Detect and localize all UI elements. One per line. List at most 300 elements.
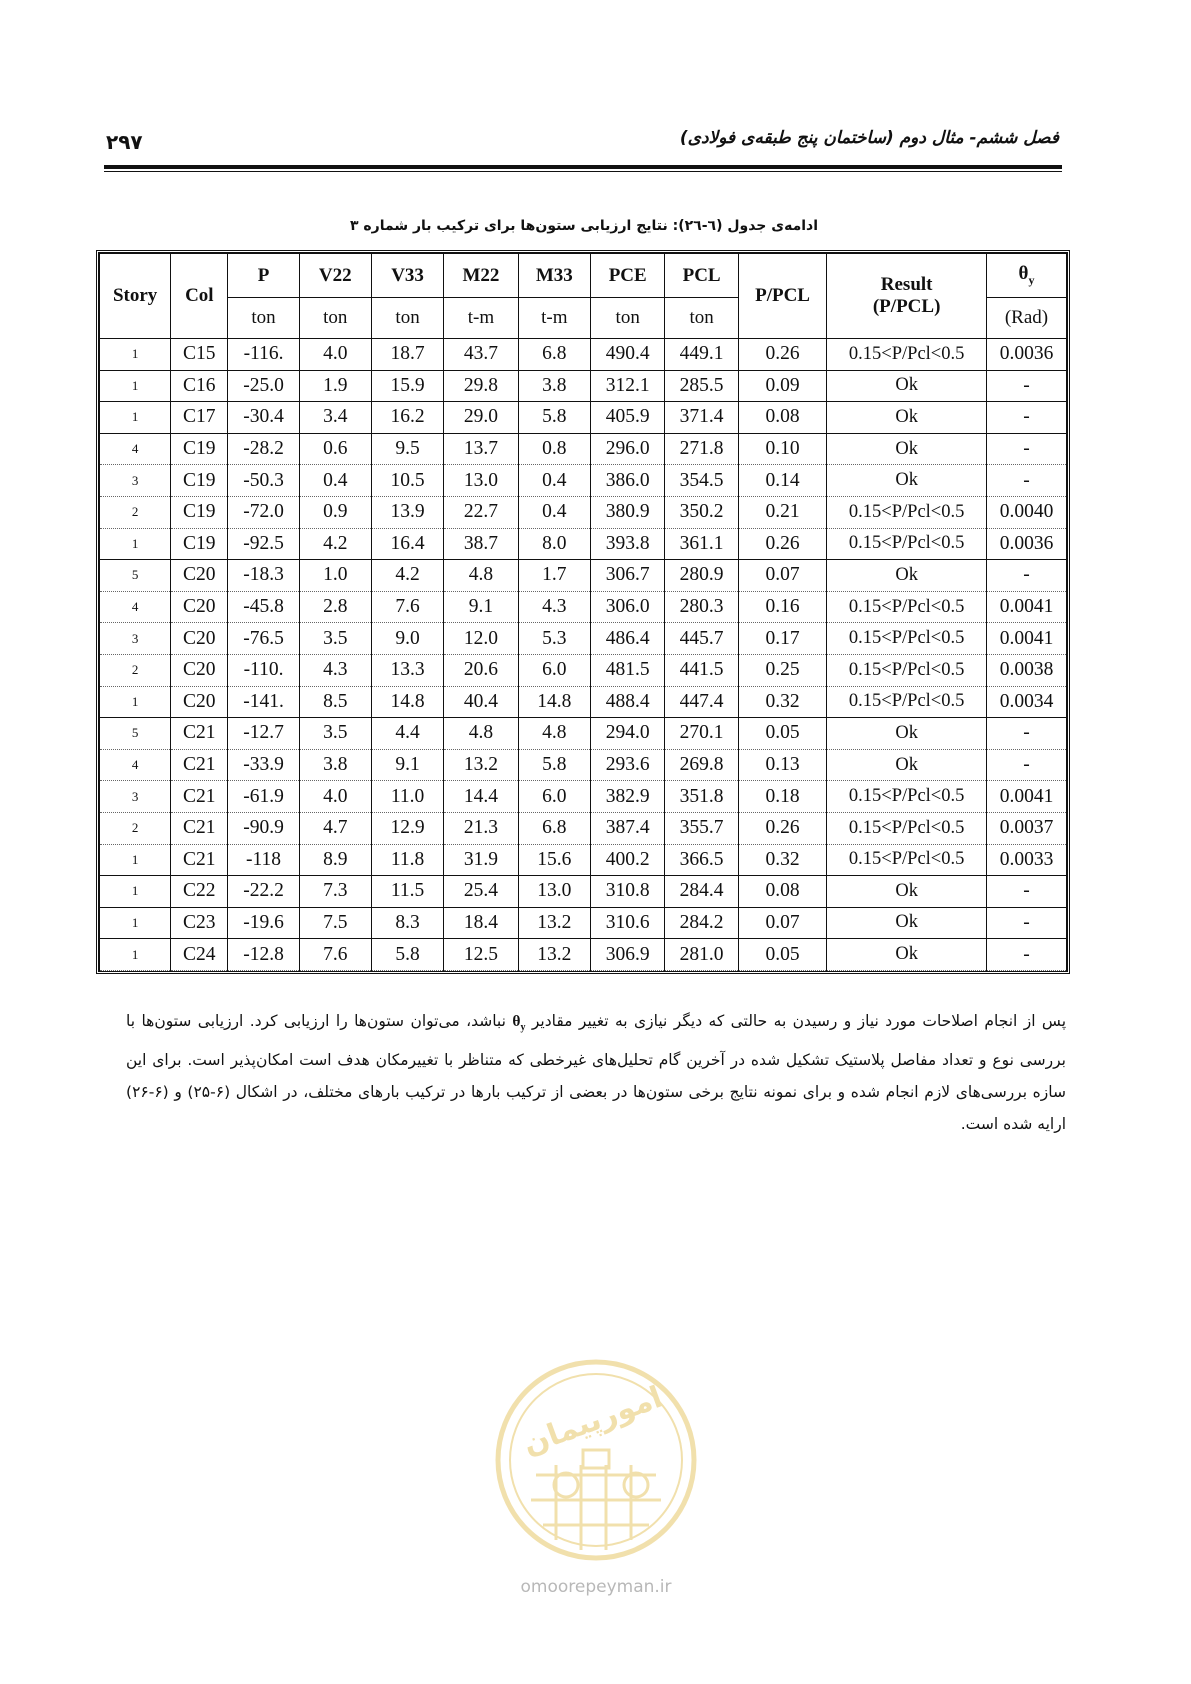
cell-pce: 306.9 <box>590 939 664 971</box>
cell-pcl: 366.5 <box>665 844 738 876</box>
cell-pcl: 447.4 <box>665 686 738 718</box>
cell-p: -28.2 <box>228 433 299 465</box>
cell-pce: 312.1 <box>590 370 664 402</box>
cell-pcl: 284.2 <box>665 907 738 939</box>
cell-v22: 0.9 <box>299 496 371 528</box>
body-paragraph <box>126 1005 1066 1140</box>
cell-pcl: 361.1 <box>665 528 738 560</box>
cell-col: C20 <box>171 560 228 592</box>
cell-result: 0.15<P/Pcl<0.5 <box>827 812 987 844</box>
cell-p: -45.8 <box>228 591 299 623</box>
cell-m33: 6.0 <box>518 654 590 686</box>
cell-v22: 1.9 <box>299 370 371 402</box>
header-theta <box>987 254 1067 298</box>
cell-result: 0.15<P/Pcl<0.5 <box>827 528 987 560</box>
table-row <box>100 528 1067 560</box>
cell-col: C21 <box>171 749 228 781</box>
cell-pce: 486.4 <box>590 623 664 655</box>
table-row <box>100 496 1067 528</box>
cell-ppcl: 0.08 <box>738 402 826 434</box>
cell-pce: 393.8 <box>590 528 664 560</box>
cell-v22: 4.2 <box>299 528 371 560</box>
cell-v33: 10.5 <box>371 465 443 497</box>
cell-ppcl: 0.25 <box>738 654 826 686</box>
cell-ppcl: 0.05 <box>738 939 826 971</box>
cell-m33: 0.4 <box>518 496 590 528</box>
cell-p: -92.5 <box>228 528 299 560</box>
table-row <box>100 718 1067 750</box>
cell-v33: 9.5 <box>371 433 443 465</box>
table-row <box>100 844 1067 876</box>
cell-ppcl: 0.08 <box>738 876 826 908</box>
cell-p: -30.4 <box>228 402 299 434</box>
cell-col: C21 <box>171 812 228 844</box>
cell-v33: 13.9 <box>371 496 443 528</box>
cell-v22: 3.8 <box>299 749 371 781</box>
cell-m22: 12.0 <box>444 623 518 655</box>
cell-theta: 0.0037 <box>987 812 1067 844</box>
cell-ppcl: 0.14 <box>738 465 826 497</box>
cell-p: -33.9 <box>228 749 299 781</box>
header-row <box>100 254 1067 298</box>
cell-v33: 11.5 <box>371 876 443 908</box>
cell-pce: 405.9 <box>590 402 664 434</box>
cell-result: 0.15<P/Pcl<0.5 <box>827 339 987 371</box>
cell-m33: 4.8 <box>518 718 590 750</box>
cell-v33: 7.6 <box>371 591 443 623</box>
cell-m22: 38.7 <box>444 528 518 560</box>
cell-pcl: 269.8 <box>665 749 738 781</box>
cell-pcl: 449.1 <box>665 339 738 371</box>
cell-v22: 3.5 <box>299 718 371 750</box>
cell-v22: 3.4 <box>299 402 371 434</box>
cell-p: -12.8 <box>228 939 299 971</box>
table-row <box>100 876 1067 908</box>
cell-pcl: 285.5 <box>665 370 738 402</box>
cell-result: Ok <box>827 465 987 497</box>
unit-m33: t-m <box>518 298 590 339</box>
cell-pce: 387.4 <box>590 812 664 844</box>
cell-col: C21 <box>171 781 228 813</box>
table-row <box>100 686 1067 718</box>
cell-story: 5 <box>100 560 171 592</box>
cell-v33: 12.9 <box>371 812 443 844</box>
cell-result: Ok <box>827 402 987 434</box>
header-result-label: Result <box>880 274 933 295</box>
cell-m33: 6.0 <box>518 781 590 813</box>
cell-m33: 4.3 <box>518 591 590 623</box>
cell-m22: 13.7 <box>444 433 518 465</box>
cell-story: 3 <box>100 781 171 813</box>
cell-result: 0.15<P/Pcl<0.5 <box>827 591 987 623</box>
cell-ppcl: 0.32 <box>738 844 826 876</box>
cell-result: 0.15<P/Pcl<0.5 <box>827 686 987 718</box>
table-row <box>100 623 1067 655</box>
cell-story: 2 <box>100 654 171 686</box>
inline-theta <box>512 1013 526 1034</box>
cell-col: C15 <box>171 339 228 371</box>
cell-v22: 0.4 <box>299 465 371 497</box>
results-table <box>96 250 1070 974</box>
cell-story: 5 <box>100 718 171 750</box>
cell-col: C21 <box>171 844 228 876</box>
cell-story: 3 <box>100 465 171 497</box>
cell-story: 2 <box>100 496 171 528</box>
cell-result: 0.15<P/Pcl<0.5 <box>827 844 987 876</box>
table-caption: ادامه‌ی جدول (٦-٢٦): نتايج ارزيابی ستون‌ها برای ترکيب بار شماره ٣ <box>349 218 819 234</box>
cell-pce: 382.9 <box>590 781 664 813</box>
cell-ppcl: 0.07 <box>738 560 826 592</box>
cell-p: -110. <box>228 654 299 686</box>
cell-v33: 9.1 <box>371 749 443 781</box>
page-number: ۲۹۷ <box>106 130 143 154</box>
table-row <box>100 339 1067 371</box>
header-m22: M22 <box>444 254 518 298</box>
inline-theta-subscript: y <box>520 1022 526 1034</box>
cell-ppcl: 0.05 <box>738 718 826 750</box>
cell-p: -12.7 <box>228 718 299 750</box>
cell-p: -76.5 <box>228 623 299 655</box>
cell-pce: 481.5 <box>590 654 664 686</box>
cell-story: 1 <box>100 844 171 876</box>
body-text-rest: نباشد، می‌توان ستون‌ها را ارزیابی کرد. ارزیابی ستون‌ها با بررسی نوع و تعداد مفاصل پلاستیک تشکیل شده در آخرین گام تحلیل‌های غیرخطی که متناظر با تغییرمکان هدف است امکان‌پذیر است. برای این سازه بررسی‌های لازم انجام شده و برای نمونه نتایج برخی ستون‌ها در بعضی از ترکیب بارها در ترکیب بارهای مختلف، در اشکال (۶-۲۵) و (۶-۲۶) ارایه شده است. <box>126 1012 1066 1134</box>
cell-story: 4 <box>100 433 171 465</box>
cell-v33: 18.7 <box>371 339 443 371</box>
table-row <box>100 370 1067 402</box>
cell-v33: 16.4 <box>371 528 443 560</box>
cell-col: C19 <box>171 465 228 497</box>
table-row <box>100 591 1067 623</box>
chapter-title: فصل ششم- مثال دوم (ساختمان پنج طبقه‌ی فولادی) <box>679 128 1059 148</box>
cell-m33: 8.0 <box>518 528 590 560</box>
cell-pcl: 351.8 <box>665 781 738 813</box>
cell-m22: 4.8 <box>444 560 518 592</box>
cell-ppcl: 0.10 <box>738 433 826 465</box>
cell-v22: 3.5 <box>299 623 371 655</box>
table-row <box>100 939 1067 971</box>
cell-m33: 13.2 <box>518 939 590 971</box>
cell-theta: - <box>987 402 1067 434</box>
cell-story: 1 <box>100 686 171 718</box>
cell-theta: 0.0036 <box>987 528 1067 560</box>
cell-col: C20 <box>171 654 228 686</box>
cell-ppcl: 0.07 <box>738 907 826 939</box>
cell-m22: 13.0 <box>444 465 518 497</box>
cell-theta: - <box>987 433 1067 465</box>
cell-story: 1 <box>100 339 171 371</box>
cell-pcl: 441.5 <box>665 654 738 686</box>
cell-theta: - <box>987 560 1067 592</box>
body-text-start: پس از انجام اصلاحات مورد نیاز و رسیدن به حالتی که دیگر نیازی به تغییر مقادیر <box>525 1012 1067 1030</box>
cell-ppcl: 0.26 <box>738 339 826 371</box>
cell-story: 2 <box>100 812 171 844</box>
cell-v33: 8.3 <box>371 907 443 939</box>
cell-m22: 20.6 <box>444 654 518 686</box>
cell-col: C21 <box>171 718 228 750</box>
cell-m22: 31.9 <box>444 844 518 876</box>
unit-theta: (Rad) <box>987 298 1067 339</box>
cell-story: 1 <box>100 528 171 560</box>
cell-m33: 15.6 <box>518 844 590 876</box>
cell-m33: 0.8 <box>518 433 590 465</box>
cell-col: C19 <box>171 496 228 528</box>
cell-v22: 8.5 <box>299 686 371 718</box>
header-v33: V33 <box>371 254 443 298</box>
cell-pcl: 284.4 <box>665 876 738 908</box>
header-rule-thin <box>104 171 1062 172</box>
cell-col: C23 <box>171 907 228 939</box>
table-row <box>100 907 1067 939</box>
cell-p: -72.0 <box>228 496 299 528</box>
inline-theta-symbol: θ <box>512 1013 521 1030</box>
cell-story: 1 <box>100 370 171 402</box>
cell-col: C16 <box>171 370 228 402</box>
cell-story: 3 <box>100 623 171 655</box>
cell-m33: 14.8 <box>518 686 590 718</box>
table-row <box>100 560 1067 592</box>
cell-story: 1 <box>100 939 171 971</box>
cell-m22: 29.0 <box>444 402 518 434</box>
cell-theta: 0.0041 <box>987 591 1067 623</box>
cell-m22: 18.4 <box>444 907 518 939</box>
cell-v22: 4.3 <box>299 654 371 686</box>
cell-pcl: 280.3 <box>665 591 738 623</box>
cell-theta: 0.0041 <box>987 623 1067 655</box>
cell-m33: 5.3 <box>518 623 590 655</box>
cell-v22: 4.7 <box>299 812 371 844</box>
cell-pcl: 280.9 <box>665 560 738 592</box>
cell-ppcl: 0.16 <box>738 591 826 623</box>
cell-ppcl: 0.18 <box>738 781 826 813</box>
cell-pce: 296.0 <box>590 433 664 465</box>
cell-m22: 12.5 <box>444 939 518 971</box>
table-row <box>100 781 1067 813</box>
table-body <box>100 339 1067 971</box>
cell-ppcl: 0.09 <box>738 370 826 402</box>
cell-m33: 6.8 <box>518 812 590 844</box>
cell-theta: - <box>987 370 1067 402</box>
header-v22: V22 <box>299 254 371 298</box>
cell-ppcl: 0.26 <box>738 812 826 844</box>
cell-m22: 21.3 <box>444 812 518 844</box>
cell-pcl: 271.8 <box>665 433 738 465</box>
cell-pce: 310.6 <box>590 907 664 939</box>
cell-v22: 7.5 <box>299 907 371 939</box>
cell-v33: 4.4 <box>371 718 443 750</box>
cell-m33: 5.8 <box>518 402 590 434</box>
header-pcl: PCL <box>665 254 738 298</box>
table-row <box>100 433 1067 465</box>
cell-result: 0.15<P/Pcl<0.5 <box>827 781 987 813</box>
cell-theta: - <box>987 749 1067 781</box>
cell-v33: 13.3 <box>371 654 443 686</box>
cell-v22: 1.0 <box>299 560 371 592</box>
cell-story: 4 <box>100 591 171 623</box>
header-pce: PCE <box>590 254 664 298</box>
cell-theta: - <box>987 876 1067 908</box>
cell-col: C19 <box>171 433 228 465</box>
cell-p: -90.9 <box>228 812 299 844</box>
cell-story: 1 <box>100 907 171 939</box>
cell-v33: 4.2 <box>371 560 443 592</box>
cell-pce: 294.0 <box>590 718 664 750</box>
cell-m33: 13.2 <box>518 907 590 939</box>
cell-p: -141. <box>228 686 299 718</box>
cell-theta: - <box>987 907 1067 939</box>
cell-p: -50.3 <box>228 465 299 497</box>
cell-m22: 29.8 <box>444 370 518 402</box>
cell-pce: 306.0 <box>590 591 664 623</box>
cell-pce: 306.7 <box>590 560 664 592</box>
cell-result: Ok <box>827 718 987 750</box>
cell-result: Ok <box>827 370 987 402</box>
cell-m22: 9.1 <box>444 591 518 623</box>
cell-v22: 4.0 <box>299 339 371 371</box>
watermark-logo-icon <box>491 1355 701 1565</box>
unit-m22: t-m <box>444 298 518 339</box>
header-story: Story <box>100 254 171 339</box>
cell-ppcl: 0.21 <box>738 496 826 528</box>
cell-v22: 8.9 <box>299 844 371 876</box>
cell-result: 0.15<P/Pcl<0.5 <box>827 623 987 655</box>
cell-story: 1 <box>100 876 171 908</box>
cell-result: 0.15<P/Pcl<0.5 <box>827 496 987 528</box>
cell-story: 4 <box>100 749 171 781</box>
table-row <box>100 812 1067 844</box>
cell-col: C20 <box>171 623 228 655</box>
cell-ppcl: 0.32 <box>738 686 826 718</box>
cell-theta: 0.0041 <box>987 781 1067 813</box>
cell-m33: 0.4 <box>518 465 590 497</box>
cell-col: C20 <box>171 686 228 718</box>
cell-theta: - <box>987 465 1067 497</box>
cell-v33: 15.9 <box>371 370 443 402</box>
header-result-sub: (P/PCL) <box>872 296 941 317</box>
cell-m33: 1.7 <box>518 560 590 592</box>
cell-theta: 0.0040 <box>987 496 1067 528</box>
cell-p: -118 <box>228 844 299 876</box>
cell-m22: 13.2 <box>444 749 518 781</box>
cell-pcl: 371.4 <box>665 402 738 434</box>
cell-pce: 400.2 <box>590 844 664 876</box>
cell-result: Ok <box>827 907 987 939</box>
cell-m22: 43.7 <box>444 339 518 371</box>
cell-v33: 11.0 <box>371 781 443 813</box>
cell-m22: 22.7 <box>444 496 518 528</box>
cell-m33: 13.0 <box>518 876 590 908</box>
cell-m33: 3.8 <box>518 370 590 402</box>
cell-theta: 0.0034 <box>987 686 1067 718</box>
header-col: Col <box>171 254 228 339</box>
cell-ppcl: 0.17 <box>738 623 826 655</box>
cell-p: -19.6 <box>228 907 299 939</box>
cell-theta: 0.0036 <box>987 339 1067 371</box>
cell-col: C19 <box>171 528 228 560</box>
cell-v22: 0.6 <box>299 433 371 465</box>
table-row <box>100 402 1067 434</box>
cell-v33: 5.8 <box>371 939 443 971</box>
cell-result: Ok <box>827 749 987 781</box>
cell-v33: 14.8 <box>371 686 443 718</box>
cell-pce: 293.6 <box>590 749 664 781</box>
header-p: P <box>228 254 299 298</box>
cell-pcl: 270.1 <box>665 718 738 750</box>
cell-m22: 14.4 <box>444 781 518 813</box>
cell-pcl: 445.7 <box>665 623 738 655</box>
cell-v22: 7.6 <box>299 939 371 971</box>
cell-p: -116. <box>228 339 299 371</box>
table-row <box>100 465 1067 497</box>
cell-m22: 40.4 <box>444 686 518 718</box>
cell-col: C20 <box>171 591 228 623</box>
theta-symbol: θ <box>1018 263 1029 285</box>
cell-pce: 488.4 <box>590 686 664 718</box>
cell-theta: - <box>987 718 1067 750</box>
table-row <box>100 654 1067 686</box>
table-row <box>100 749 1067 781</box>
cell-result: Ok <box>827 560 987 592</box>
cell-m22: 25.4 <box>444 876 518 908</box>
cell-theta: - <box>987 939 1067 971</box>
cell-p: -18.3 <box>228 560 299 592</box>
cell-pce: 380.9 <box>590 496 664 528</box>
header-m33: M33 <box>518 254 590 298</box>
cell-v22: 4.0 <box>299 781 371 813</box>
cell-ppcl: 0.26 <box>738 528 826 560</box>
cell-p: -25.0 <box>228 370 299 402</box>
cell-result: Ok <box>827 876 987 908</box>
unit-p: ton <box>228 298 299 339</box>
cell-pce: 386.0 <box>590 465 664 497</box>
cell-pcl: 281.0 <box>665 939 738 971</box>
cell-ppcl: 0.13 <box>738 749 826 781</box>
cell-v33: 11.8 <box>371 844 443 876</box>
header-rule-thick <box>104 165 1062 169</box>
cell-m33: 5.8 <box>518 749 590 781</box>
unit-pcl: ton <box>665 298 738 339</box>
cell-col: C17 <box>171 402 228 434</box>
cell-m33: 6.8 <box>518 339 590 371</box>
cell-p: -22.2 <box>228 876 299 908</box>
cell-result: 0.15<P/Pcl<0.5 <box>827 654 987 686</box>
cell-v33: 16.2 <box>371 402 443 434</box>
cell-theta: 0.0038 <box>987 654 1067 686</box>
cell-m22: 4.8 <box>444 718 518 750</box>
header-ppcl: P/PCL <box>738 254 826 339</box>
header-result <box>827 254 987 339</box>
cell-v22: 2.8 <box>299 591 371 623</box>
watermark-logo-text: امورپیمان <box>518 1379 668 1463</box>
cell-story: 1 <box>100 402 171 434</box>
cell-pce: 310.8 <box>590 876 664 908</box>
theta-subscript: y <box>1028 272 1035 287</box>
cell-pce: 490.4 <box>590 339 664 371</box>
cell-result: Ok <box>827 939 987 971</box>
cell-col: C24 <box>171 939 228 971</box>
cell-theta: 0.0033 <box>987 844 1067 876</box>
cell-result: Ok <box>827 433 987 465</box>
cell-v33: 9.0 <box>371 623 443 655</box>
cell-pcl: 354.5 <box>665 465 738 497</box>
cell-v22: 7.3 <box>299 876 371 908</box>
cell-col: C22 <box>171 876 228 908</box>
unit-v33: ton <box>371 298 443 339</box>
cell-pcl: 350.2 <box>665 496 738 528</box>
watermark-url: omoorepeyman.ir <box>520 1577 672 1597</box>
unit-v22: ton <box>299 298 371 339</box>
unit-pce: ton <box>590 298 664 339</box>
cell-p: -61.9 <box>228 781 299 813</box>
